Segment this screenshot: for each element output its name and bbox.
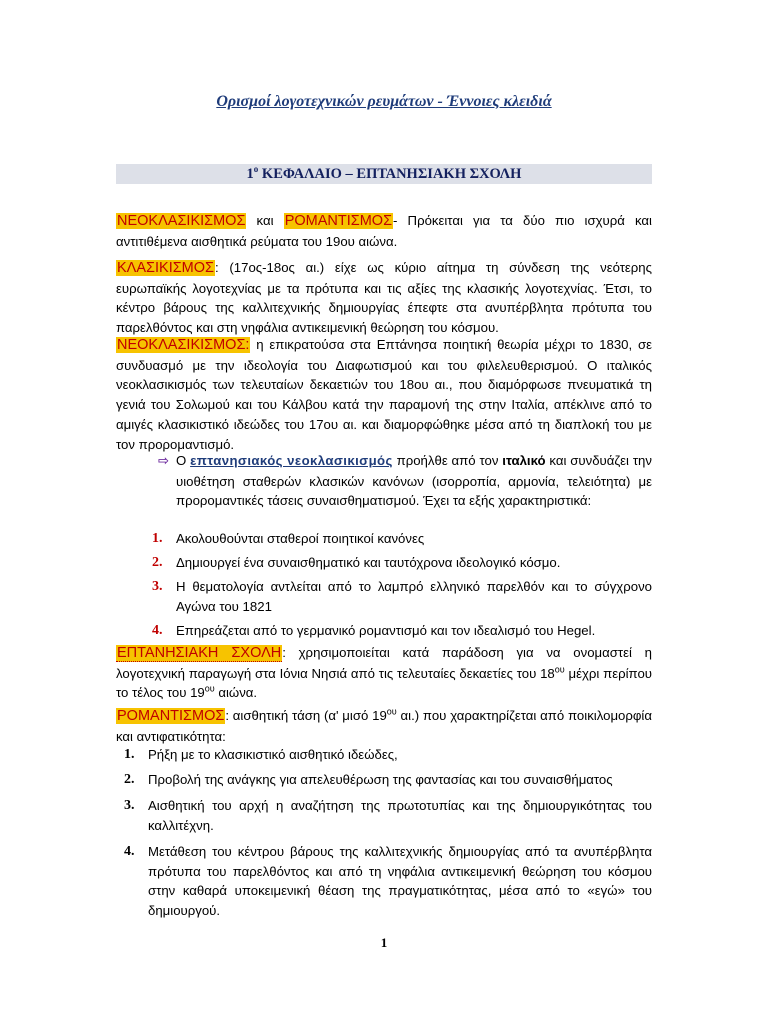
list-item — [152, 553, 652, 573]
paragraph-text: : αισθητική τάση (α' μισό 19 — [225, 708, 387, 723]
list-number: 2. — [152, 555, 163, 570]
list-item — [124, 842, 652, 921]
page-number: 1 — [380, 935, 388, 950]
indent-mid: προήλθε από τον — [392, 453, 503, 468]
paragraph-text: - Πρόκειται για τα δύο πιο ισχυρά και αντιτιθέμενα αισθητικά ρεύματα του 19ου αιώνα. — [116, 213, 652, 249]
list-item — [152, 577, 652, 616]
paragraph-text: : χρησιμοποιείται κατά παράδοση για να ονομαστεί η λογοτεχνική παραγωγή στα Ιόνια Νησιά από τις τελευταίες δεκαετίες του 18 — [116, 645, 652, 681]
list-number: 3. — [152, 579, 163, 594]
chapter-title: ΚΕΦΑΛΑΙΟ – ΕΠΤΑΝΗΣΙΑΚΗ ΣΧΟΛΗ — [258, 166, 522, 182]
heptanesian-neoclassicism-block — [158, 451, 652, 511]
superscript: ου — [554, 664, 565, 675]
list-text: Επηρεάζεται από το γερμανικό ρομαντισμό και τον ιδεαλισμό του Hegel. — [176, 623, 596, 638]
term-romanticism: ΡΟΜΑΝΤΙΣΜΟΣ — [117, 708, 225, 724]
term-neoclassicism: ΝΕΟΚΛΑΣΙΚΙΣΜΟΣ: — [117, 337, 250, 353]
list-item — [124, 745, 652, 765]
document-title: Ορισμοί λογοτεχνικών ρευμάτων - Έννοιες κλειδιά — [216, 93, 552, 110]
list-text: Προβολή της ανάγκης για απελευθέρωση της φαντασίας και του συναισθήματος — [148, 772, 613, 787]
term-romanticism: ΡΟΜΑΝΤΙΣΜΟΣ — [284, 213, 393, 229]
paragraph-neoclassicism-definition — [116, 335, 652, 454]
list-number: 1. — [124, 747, 135, 762]
list-number: 3. — [124, 798, 135, 813]
superscript: ου — [204, 684, 215, 695]
indent-text: και συνδυάζει την υιοθέτηση σταθερών κλασικών κανόνων (ισορροπία, αρμονία, τελειότητα) με προρομαντικές τάσεις συναισθηματισμού. Έχει τα εξής χαρακτηριστικά: — [176, 453, 652, 509]
conjunction: και — [246, 213, 284, 228]
list-number: 2. — [124, 772, 135, 787]
bold-italian: ιταλικό — [502, 453, 546, 468]
paragraph-text: αιώνα. — [214, 685, 258, 701]
list-text: Δημιουργεί ένα συναισθηματικό και ταυτόχρονα ιδεολογικό κόσμο. — [176, 555, 561, 570]
chapter-heading — [116, 164, 652, 184]
term-heptanesian-neoclassicism: επτανησιακός νεοκλασικισμός — [190, 453, 393, 468]
list-text: Μετάθεση του κέντρου βάρους της καλλιτεχνικής δημιουργίας από τα ανυπέρβλητα πρότυπα του παρελθόντος και από τη νηφάλια αντικειμενική θεώρηση του κόσμου στην καθαρά υποκειμενική θέαση της πραγματικότητας, μέσα από το «εγώ» του δημιουργού. — [148, 844, 652, 919]
paragraph-text: μέχρι περίπου το τέλος του 19 — [116, 665, 652, 701]
arrow-icon: ⇨ — [158, 454, 170, 469]
paragraph-neoclassicism-romanticism — [116, 211, 652, 251]
list-number: 4. — [152, 623, 163, 638]
paragraph-text: : (17ος-18ος αι.) είχε ως κύριο αίτημα τη σύνδεση της νεότερης ευρωπαϊκής λογοτεχνίας με τα πρότυπα και τις αξίες της κλασικής λογοτεχνίας. Έτσι, το κέντρο βάρους της καλλιτεχνικής δημιουργίας έπεφτε στα ανυπέρβλητα πρότυπα του παρελθόντος και στη νηφάλια αντικειμενική θεώρηση του κόσμου. — [116, 260, 652, 336]
term-neoclassicism: ΝΕΟΚΛΑΣΙΚΙΣΜΟΣ — [117, 213, 246, 229]
list-number: 1. — [152, 531, 163, 546]
list-text: Ακολουθούνται σταθεροί ποιητικοί κανόνες — [176, 531, 425, 546]
list-item — [152, 529, 652, 549]
superscript: ου — [386, 706, 397, 717]
list-text: Η θεματολογία αντλείται από το λαμπρό ελληνικό παρελθόν και το σύγχρονο Αγώνα του 1821 — [176, 579, 652, 614]
term-classicism: ΚΛΑΣΙΚΙΣΜΟΣ — [117, 260, 215, 276]
paragraph-romanticism — [116, 706, 652, 746]
paragraph-text: αι.) που χαρακτηρίζεται από ποικιλομορφία και αντιφατικότητα: — [116, 708, 652, 744]
list-number: 4. — [124, 844, 135, 859]
list-item — [124, 796, 652, 835]
list-text: Αισθητική του αρχή η αναζήτηση της πρωτοτυπίας και της δημιουργικότητας του καλλιτέχνη. — [148, 798, 652, 833]
chapter-number-suffix: ο — [253, 164, 259, 175]
list-text: Ρήξη με το κλασικιστικό αισθητικό ιδεώδες, — [148, 747, 398, 762]
paragraph-heptanesian-school — [116, 643, 652, 703]
list-item — [124, 770, 652, 790]
paragraph-text: η επικρατούσα στα Επτάνησα ποιητική θεωρία μέχρι το 1830, σε συνδυασμό με την ιδεολογία του Διαφωτισμού και του φιλελευθερισμού. Ο ιταλικός νεοκλασικισμός των τελευταίων δεκαετιών του 18ου αι., που διαμόρφωσε πνευματικά τη γενιά του Σολωμού και του Κάλβου κατά την παραμονή της στην Ιταλία, απέκλινε από το αμιγές κλασικιστικό ιδεώδες του 17ου αι. και διαμορφώθηκε μέσα από τη διαπλοκή του με τον προρομαντισμό. — [116, 337, 652, 452]
list-item — [152, 621, 652, 641]
paragraph-classicism — [116, 258, 652, 338]
indent-pre: Ο — [176, 453, 191, 468]
term-heptanesian-school: ΕΠΤΑΝΗΣΙΑΚΗ ΣΧΟΛΗ — [117, 645, 282, 661]
chapter-number: 1 — [246, 166, 254, 182]
